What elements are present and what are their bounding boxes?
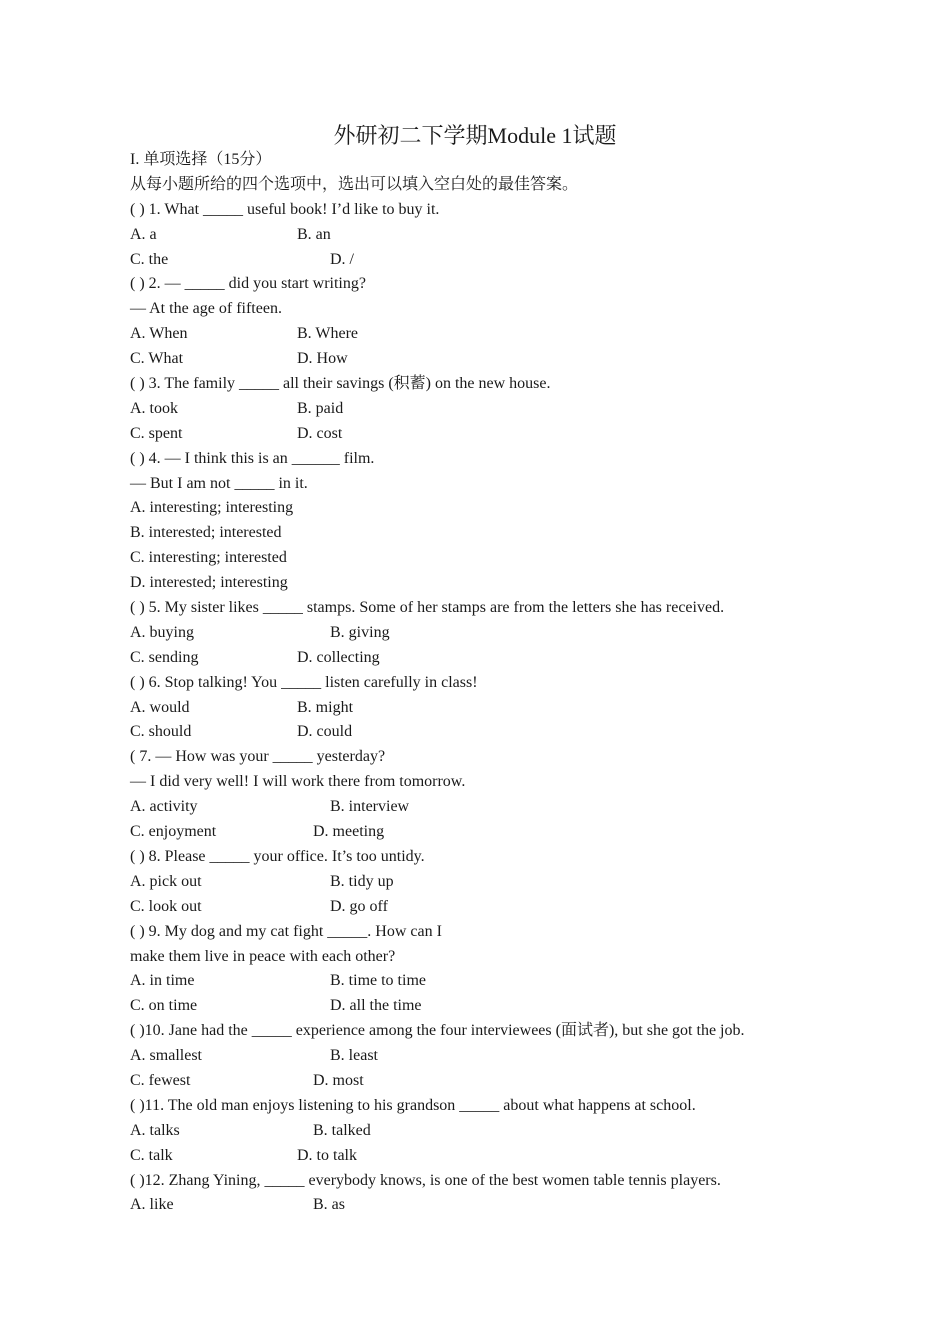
answer-option: A. interesting; interesting [130,499,294,517]
question-stem-continued: — I did very well! I will work there from tomorrow. [130,773,466,791]
answer-option: C. fewest [130,1071,191,1089]
option-row [130,994,910,1019]
section-heading: I. 单项选择（15分） [130,151,272,168]
answer-option: D. interested; interesting [130,574,288,592]
question-8 [130,845,910,920]
option-row [130,248,910,273]
question-4 [130,447,910,596]
question-3 [130,372,910,447]
answer-option: A. activity [130,798,198,816]
answer-option: B. might [297,698,354,716]
question-11 [130,1094,910,1169]
answer-option: B. tidy up [330,872,394,890]
answer-option: A. would [130,698,190,716]
option-row [130,696,910,721]
question-1 [130,198,910,273]
answer-option: B. an [297,225,331,243]
question-12 [130,1169,910,1219]
question-stem: ( 7. — How was your _____ yesterday? [130,748,386,766]
answer-option: C. the [130,250,169,268]
question-stem: ( ) 8. Please _____ your office. It’s too untidy. [130,847,425,865]
option-row [130,870,910,895]
question-2 [130,272,910,372]
option-row [130,322,910,347]
question-10 [130,1019,910,1094]
question-stem: ( )12. Zhang Yining, _____ everybody knows, is one of the best women table tennis players. [130,1171,721,1189]
answer-option: D. cost [297,424,343,442]
answer-option: B. time to time [330,972,426,990]
question-7 [130,745,910,845]
answer-option: B. interested; interested [130,524,282,542]
option-row [130,621,910,646]
answer-option: D. all the time [330,997,422,1015]
option-row [130,646,910,671]
option-row [130,1193,910,1218]
option-row [130,422,910,447]
answer-option: A. pick out [130,872,202,890]
answer-option: C. interesting; interested [130,549,287,567]
option-row [130,496,910,521]
option-row [130,795,910,820]
answer-option: A. smallest [130,1047,202,1065]
question-stem: ( ) 4. — I think this is an ______ film. [130,449,375,467]
answer-option: C. should [130,723,192,741]
answer-option: A. took [130,399,178,417]
question-stem: ( ) 5. My sister likes _____ stamps. Some of her stamps are from the letters she has received. [130,599,725,617]
answer-option: D. go off [330,897,388,915]
option-row [130,1119,910,1144]
answer-option: A. like [130,1196,174,1214]
question-stem-continued: — But I am not _____ in it. [130,474,308,492]
option-row [130,521,910,546]
answer-option: A. buying [130,623,194,641]
question-stem: ( )11. The old man enjoys listening to his grandson _____ about what happens at school. [130,1096,696,1114]
question-list [130,198,910,1219]
question-stem: ( ) 1. What _____ useful book! I’d like to buy it. [130,200,440,218]
answer-option: B. as [313,1196,345,1214]
question-5 [130,596,910,671]
question-stem: ( ) 6. Stop talking! You _____ listen carefully in class! [130,673,478,691]
answer-option: C. enjoyment [130,823,217,841]
answer-option: D. collecting [297,648,380,666]
question-6 [130,671,910,746]
answer-option: A. talks [130,1121,180,1139]
option-row [130,571,910,596]
answer-option: B. Where [297,325,359,343]
question-stem: ( ) 9. My dog and my cat fight _____. How can I [130,922,442,940]
answer-option: B. talked [313,1121,371,1139]
answer-option: D. most [313,1071,364,1089]
option-row [130,223,910,248]
exam-content [130,148,910,1218]
option-row [130,1144,910,1169]
answer-option: B. giving [330,623,390,641]
answer-option: D. / [330,250,354,268]
answer-option: C. on time [130,997,198,1015]
option-row [130,347,910,372]
answer-option: C. sending [130,648,199,666]
option-row [130,397,910,422]
section-instruction: 从每小题所给的四个选项中，选出可以填入空白处的最佳答案。 [130,175,579,193]
answer-option: A. When [130,325,188,343]
question-9 [130,920,910,1020]
question-stem-continued: make them live in peace with each other? [130,947,396,965]
answer-option: C. talk [130,1146,173,1164]
question-stem-continued: — At the age of fifteen. [130,300,282,318]
answer-option: A. a [130,225,157,243]
answer-option: C. look out [130,897,202,915]
answer-option: C. What [130,350,184,368]
answer-option: B. paid [297,399,344,417]
option-row [130,546,910,571]
answer-option: A. in time [130,972,195,990]
option-row [130,1069,910,1094]
option-row [130,1044,910,1069]
page-title: 外研初二下学期Module 1试题 [333,123,617,148]
option-row [130,895,910,920]
answer-option: B. interview [330,798,410,816]
question-stem: ( ) 3. The family _____ all their savings (积蓄) on the new house. [130,375,551,393]
option-row [130,820,910,845]
option-row [130,720,910,745]
answer-option: D. could [297,723,353,741]
question-stem: ( ) 2. — _____ did you start writing? [130,275,366,293]
question-stem: ( )10. Jane had the _____ experience among the four interviewees (面试者), but she got the job. [130,1022,745,1040]
answer-option: D. How [297,350,348,368]
answer-option: D. to talk [297,1146,357,1164]
answer-option: D. meeting [313,823,385,841]
answer-option: C. spent [130,424,183,442]
answer-option: B. least [330,1047,378,1065]
option-row [130,969,910,994]
